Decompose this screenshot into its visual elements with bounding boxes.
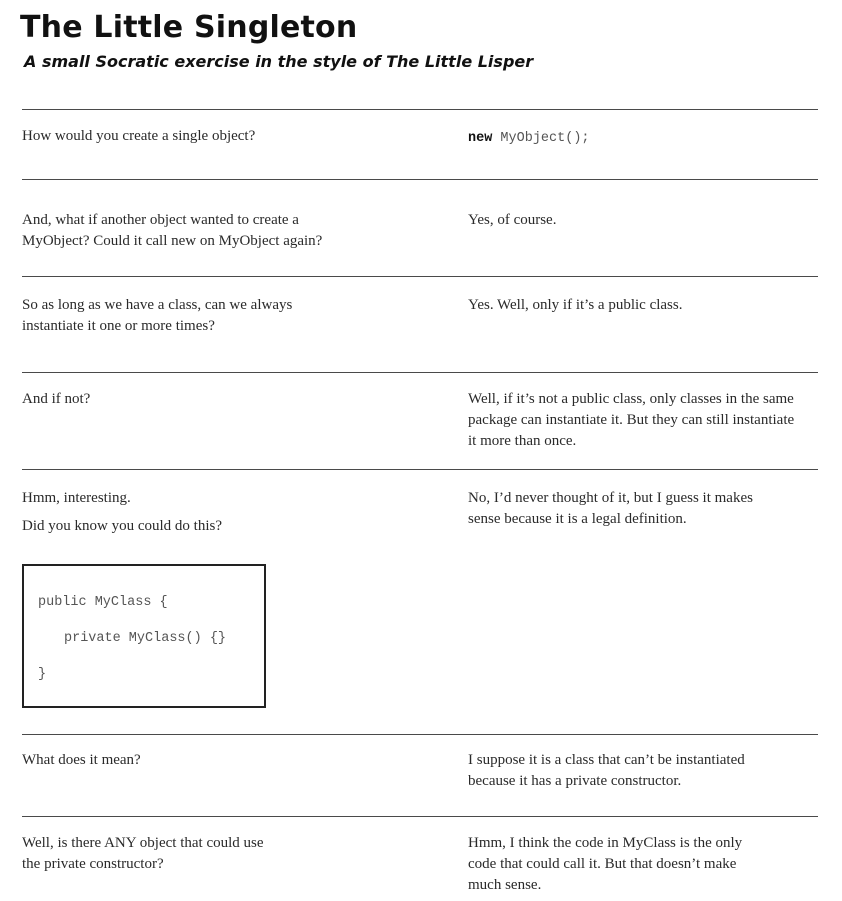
answer-3: Yes. Well, only if it’s a public class. (468, 297, 683, 313)
code-line: } (38, 667, 47, 682)
question-5-extra: Did you know you could do this? (22, 518, 222, 534)
question-1: How would you create a single object? (22, 128, 256, 144)
question-4: And if not? (22, 391, 91, 407)
question-5: Hmm, interesting. (22, 490, 131, 506)
divider (22, 469, 818, 470)
answer-1 (468, 128, 840, 149)
divider (22, 179, 818, 180)
page-subtitle: A small Socratic exercise in the style of The Little Lisper (24, 52, 534, 71)
answer-2: Yes, of course. (468, 212, 557, 228)
question-7: Well, is there ANY object that could use the private constructor? (22, 835, 264, 872)
page-title: The Little Singleton (20, 10, 358, 45)
question-2: And, what if another object wanted to create a MyObject? Could it call new on MyObject again? (22, 212, 323, 249)
question-6: What does it mean? (22, 752, 141, 768)
question-3: So as long as we have a class, can we always instantiate it one or more times? (22, 297, 293, 334)
divider (22, 372, 818, 373)
divider (22, 734, 818, 735)
code-line: public MyClass { (38, 595, 168, 610)
divider (22, 109, 818, 110)
answer-4: Well, if it’s not a public class, only classes in the same package can instantiate it. But they can still instantiate it more than once. (468, 391, 795, 449)
answer-6: I suppose it is a class that can’t be instantiated because it has a private constructor. (468, 752, 745, 789)
divider (22, 816, 818, 817)
code-line: private MyClass() {} (64, 631, 227, 646)
code-box (22, 564, 266, 708)
answer-7: Hmm, I think the code in MyClass is the only code that could call it. But that doesn’t make much sense. (468, 835, 743, 893)
answer-5: No, I’d never thought of it, but I guess it makes sense because it is a legal definition. (468, 490, 753, 527)
answer-1-code: MyObject(); (492, 131, 590, 146)
answer-1-keyword: new (468, 131, 493, 146)
divider (22, 276, 818, 277)
